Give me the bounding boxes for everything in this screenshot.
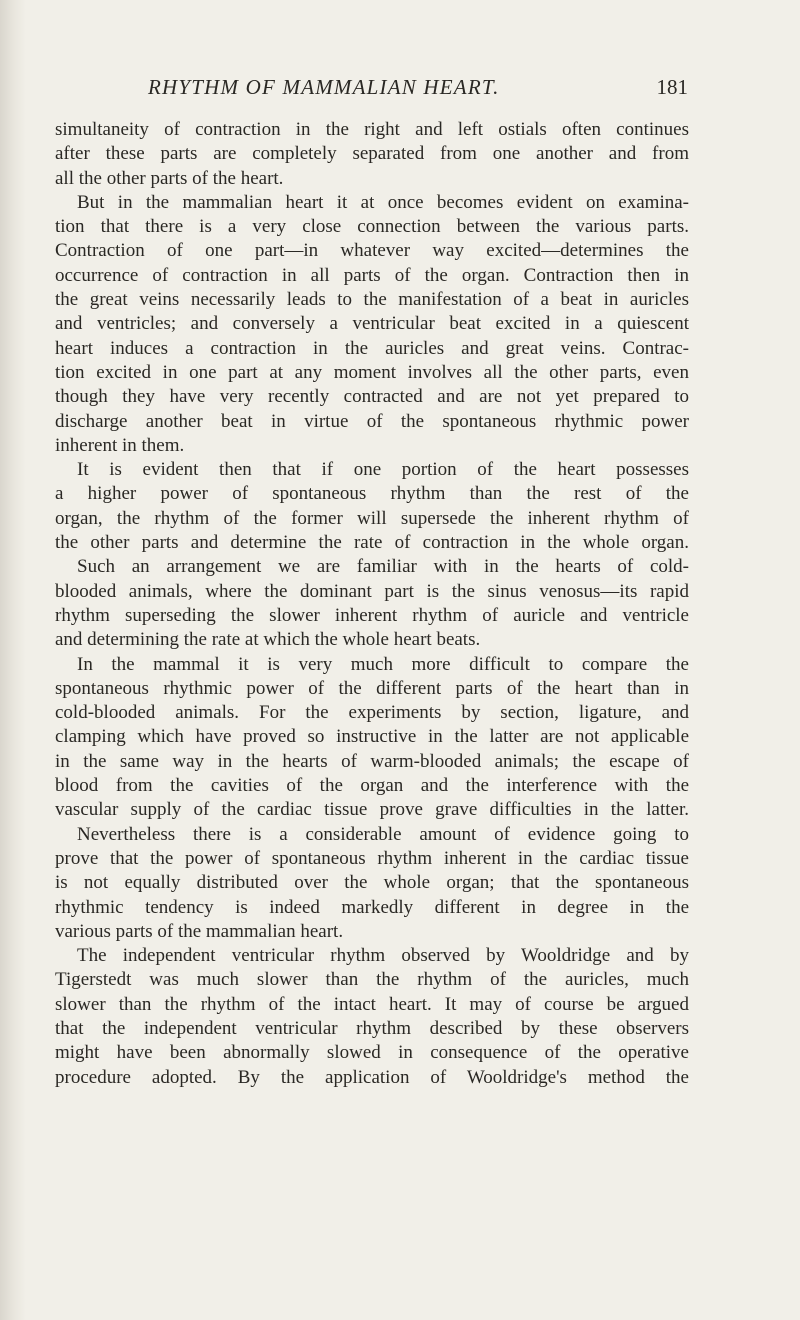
text-line: occurrence of contraction in all parts of the organ. Contraction then in — [55, 264, 689, 286]
running-title: RHYTHM OF MAMMALIAN HEART. — [148, 75, 500, 99]
text-line: a higher power of spontaneous rhythm than the rest of the — [55, 483, 689, 505]
text-line: tion that there is a very close connection between the various parts. — [55, 216, 689, 238]
text-line: procedure adopted. By the application of Wooldridge's method the — [55, 1066, 689, 1088]
text-line: simultaneity of contraction in the right and left ostials often continues — [55, 119, 689, 140]
text-line: in the same way in the hearts of warm-blooded animals; the escape of — [55, 750, 689, 772]
text-line: Such an arrangement we are familiar with in the hearts of cold- — [77, 556, 689, 578]
text-line: all the other parts of the heart. — [55, 167, 284, 189]
text-line: and ventricles; and conversely a ventricular beat excited in a quiescent — [55, 313, 689, 335]
text-line: might have been abnormally slowed in consequence of the operative — [55, 1042, 689, 1064]
text-line: vascular supply of the cardiac tissue prove grave difficulties in the latter. — [55, 799, 689, 821]
text-line: It is evident then that if one portion of the heart possesses — [77, 459, 689, 481]
body-text — [55, 118, 689, 1090]
text-line: blood from the cavities of the organ and the interference with the — [55, 775, 689, 797]
text-line: spontaneous rhythmic power of the different parts of the heart than in — [55, 677, 689, 699]
text-line: though they have very recently contracted and are not yet prepared to — [55, 386, 689, 408]
text-line: clamping which have proved so instructive in the latter are not applicable — [55, 726, 689, 748]
text-line: discharge another beat in virtue of the spontaneous rhythmic power — [55, 410, 689, 432]
text-line: The independent ventricular rhythm observed by Wooldridge and by — [77, 945, 689, 967]
page-number: 181 — [656, 75, 688, 99]
text-line: slower than the rhythm of the intact heart. It may of course be argued — [55, 993, 689, 1015]
text-line: tion excited in one part at any moment involves all the other parts, even — [55, 361, 689, 383]
running-head — [148, 75, 688, 107]
text-line: In the mammal it is very much more difficult to compare the — [77, 653, 689, 675]
text-line: the other parts and determine the rate of contraction in the whole organ. — [55, 532, 689, 554]
text-line: the great veins necessarily leads to the manifestation of a beat in auricles — [55, 289, 689, 311]
text-line: is not equally distributed over the whole organ; that the spontaneous — [55, 872, 689, 894]
text-line: and determining the rate at which the whole heart beats. — [55, 629, 481, 651]
text-line: Contraction of one part—in whatever way excited—determines the — [55, 240, 689, 262]
text-line: Tigerstedt was much slower than the rhythm of the auricles, much — [55, 969, 689, 991]
text-line: after these parts are completely separated from one another and from — [55, 143, 689, 165]
text-line: Nevertheless there is a considerable amount of evidence going to — [77, 823, 689, 845]
text-line: rhythmic tendency is indeed markedly different in degree in the — [55, 896, 689, 918]
text-line: cold-blooded animals. For the experiments by section, ligature, and — [55, 702, 689, 724]
text-line: prove that the power of spontaneous rhythm inherent in the cardiac tissue — [55, 847, 689, 869]
text-line: heart induces a contraction in the auricles and great veins. Contrac- — [55, 337, 689, 359]
text-line: But in the mammalian heart it at once becomes evident on examina- — [77, 191, 689, 213]
text-line: inherent in them. — [55, 434, 185, 456]
text-line: various parts of the mammalian heart. — [55, 920, 344, 942]
text-line: organ, the rhythm of the former will supersede the inherent rhythm of — [55, 507, 689, 529]
text-line: blooded animals, where the dominant part is the sinus venosus—its rapid — [55, 580, 689, 602]
text-line: rhythm superseding the slower inherent rhythm of auricle and ventricle — [55, 604, 689, 626]
text-line: that the independent ventricular rhythm described by these observers — [55, 1017, 689, 1039]
